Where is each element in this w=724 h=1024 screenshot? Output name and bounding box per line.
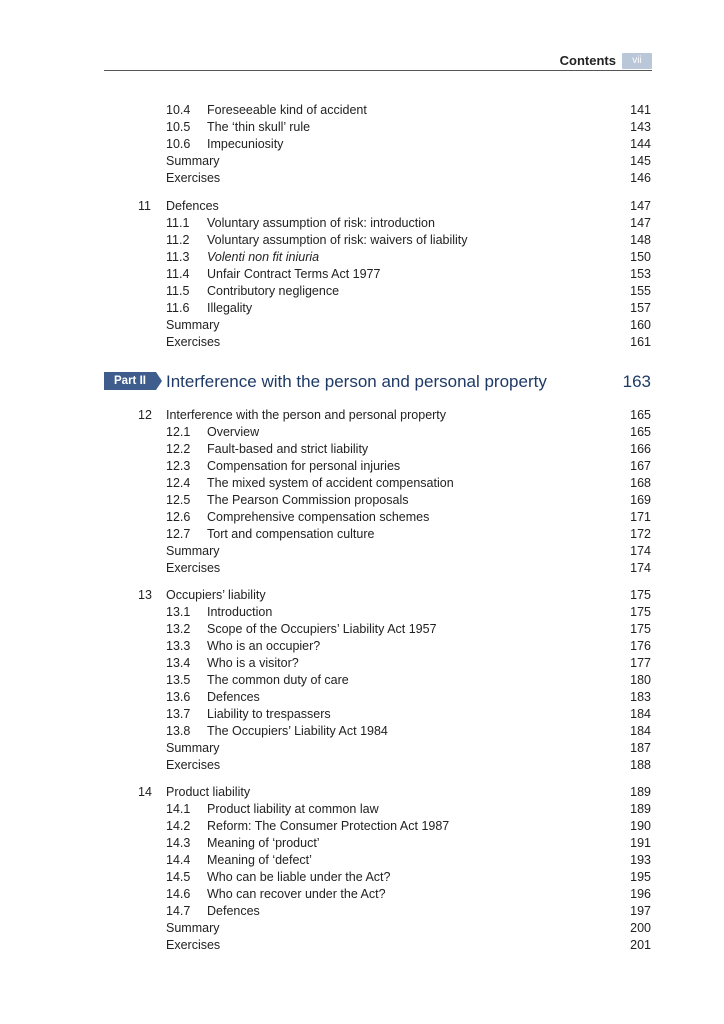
toc-entry xyxy=(0,937,724,954)
toc-entry xyxy=(0,920,724,937)
toc-entry xyxy=(0,334,724,351)
entry-page-number: 169 xyxy=(630,493,651,507)
entry-page-number: 197 xyxy=(630,904,651,918)
entry-page-number: 145 xyxy=(630,154,651,168)
toc-entry xyxy=(0,543,724,560)
entry-title: Introduction xyxy=(207,605,273,619)
part-badge: Part II xyxy=(104,372,156,390)
entry-page-number: 160 xyxy=(630,318,651,332)
entry-title: The mixed system of accident compensation xyxy=(207,476,454,490)
entry-title: Reform: The Consumer Protection Act 1987 xyxy=(207,819,450,833)
toc-section-entry xyxy=(0,689,724,706)
toc-chapter-entry xyxy=(0,407,724,424)
section-number: 12.5 xyxy=(166,493,191,507)
entry-page-number: 184 xyxy=(630,707,651,721)
entry-page-number: 166 xyxy=(630,442,651,456)
entry-page-number: 188 xyxy=(630,758,651,772)
toc-section-entry xyxy=(0,424,724,441)
entry-title: Defences xyxy=(207,690,260,704)
entry-page-number: 167 xyxy=(630,459,651,473)
entry-title: Summary xyxy=(166,741,220,755)
section-number: 13.4 xyxy=(166,656,191,670)
entry-title: The ‘thin skull’ rule xyxy=(207,120,311,134)
entry-page-number: 196 xyxy=(630,887,651,901)
part-title: Interference with the person and personal property xyxy=(166,372,547,391)
toc-section-entry xyxy=(0,672,724,689)
entry-page-number: 172 xyxy=(630,527,651,541)
section-number: 12.1 xyxy=(166,425,191,439)
entry-title: Product liability at common law xyxy=(207,802,379,816)
section-number: 14.3 xyxy=(166,836,191,850)
entry-page-number: 148 xyxy=(630,233,651,247)
entry-title: Meaning of ‘defect’ xyxy=(207,853,312,867)
entry-title: Exercises xyxy=(166,938,221,952)
entry-title: Voluntary assumption of risk: introduction xyxy=(207,216,435,230)
section-number: 10.6 xyxy=(166,137,191,151)
section-number: 13.3 xyxy=(166,639,191,653)
section-number: 11.1 xyxy=(166,216,190,230)
chapter-number: 14 xyxy=(138,785,152,799)
toc-section-entry xyxy=(0,852,724,869)
entry-title: Contributory negligence xyxy=(207,284,340,298)
entry-title: Summary xyxy=(166,318,220,332)
entry-title: Who can be liable under the Act? xyxy=(207,870,391,884)
entry-page-number: 141 xyxy=(630,103,651,117)
entry-page-number: 168 xyxy=(630,476,651,490)
entry-page-number: 161 xyxy=(630,335,651,349)
entry-page-number: 191 xyxy=(630,836,651,850)
entry-page-number: 155 xyxy=(630,284,651,298)
entry-title: Impecuniosity xyxy=(207,137,284,151)
section-number: 11.2 xyxy=(166,233,190,247)
entry-page-number: 175 xyxy=(630,605,651,619)
entry-title: Exercises xyxy=(166,171,221,185)
entry-title: Who is an occupier? xyxy=(207,639,321,653)
entry-page-number: 187 xyxy=(630,741,651,755)
entry-title: Product liability xyxy=(166,785,251,799)
entry-page-number: 157 xyxy=(630,301,651,315)
entry-title: Illegality xyxy=(207,301,253,315)
toc-section-entry xyxy=(0,801,724,818)
toc-section-entry xyxy=(0,604,724,621)
entry-page-number: 153 xyxy=(630,267,651,281)
section-number: 13.7 xyxy=(166,707,191,721)
entry-page-number: 193 xyxy=(630,853,651,867)
toc-section-entry xyxy=(0,621,724,638)
toc-entry xyxy=(0,740,724,757)
toc-entry xyxy=(0,170,724,187)
entry-title: Summary xyxy=(166,544,220,558)
toc-section-entry xyxy=(0,492,724,509)
toc-chapter-entry xyxy=(0,784,724,801)
section-number: 12.6 xyxy=(166,510,191,524)
part-heading xyxy=(0,370,724,394)
entry-title: Tort and compensation culture xyxy=(207,527,375,541)
toc-section-entry xyxy=(0,475,724,492)
toc-section-entry xyxy=(0,136,724,153)
toc-section-entry xyxy=(0,638,724,655)
section-number: 14.2 xyxy=(166,819,191,833)
section-number: 14.5 xyxy=(166,870,191,884)
entry-title: Interference with the person and personal property xyxy=(166,408,447,422)
section-number: 14.4 xyxy=(166,853,191,867)
section-number: 13.2 xyxy=(166,622,191,636)
toc-entry xyxy=(0,153,724,170)
toc-section-entry xyxy=(0,509,724,526)
toc-section-entry xyxy=(0,249,724,266)
toc-section-entry xyxy=(0,458,724,475)
section-number: 11.6 xyxy=(166,301,190,315)
entry-page-number: 147 xyxy=(630,199,651,213)
entry-page-number: 174 xyxy=(630,561,651,575)
toc-section-entry xyxy=(0,441,724,458)
entry-page-number: 146 xyxy=(630,171,651,185)
section-number: 10.4 xyxy=(166,103,191,117)
page-number-badge: vii xyxy=(622,53,652,69)
entry-page-number: 189 xyxy=(630,785,651,799)
entry-page-number: 180 xyxy=(630,673,651,687)
entry-page-number: 184 xyxy=(630,724,651,738)
section-number: 10.5 xyxy=(166,120,191,134)
entry-title: Summary xyxy=(166,921,220,935)
toc-section-entry xyxy=(0,526,724,543)
entry-title: Volenti non fit iniuria xyxy=(207,250,320,264)
toc-section-entry xyxy=(0,283,724,300)
section-number: 12.7 xyxy=(166,527,191,541)
entry-title: Compensation for personal injuries xyxy=(207,459,401,473)
toc-section-entry xyxy=(0,723,724,740)
section-number: 12.3 xyxy=(166,459,191,473)
chapter-number: 12 xyxy=(138,408,152,422)
toc-section-entry xyxy=(0,869,724,886)
chapter-number: 13 xyxy=(138,588,152,602)
toc-section-entry xyxy=(0,903,724,920)
section-number: 13.6 xyxy=(166,690,191,704)
chapter-number: 11 xyxy=(138,199,151,213)
toc-section-entry xyxy=(0,655,724,672)
entry-page-number: 189 xyxy=(630,802,651,816)
section-number: 14.1 xyxy=(166,802,191,816)
entry-page-number: 183 xyxy=(630,690,651,704)
entry-page-number: 176 xyxy=(630,639,651,653)
toc-section-entry xyxy=(0,300,724,317)
entry-page-number: 150 xyxy=(630,250,651,264)
section-number: 14.7 xyxy=(166,904,191,918)
toc-chapter-entry xyxy=(0,198,724,215)
entry-title: Foreseeable kind of accident xyxy=(207,103,367,117)
entry-title: Defences xyxy=(207,904,260,918)
entry-title: The common duty of care xyxy=(207,673,349,687)
entry-title: Defences xyxy=(166,199,219,213)
toc-section-entry xyxy=(0,232,724,249)
entry-title: Who is a visitor? xyxy=(207,656,299,670)
entry-title: The Pearson Commission proposals xyxy=(207,493,409,507)
part-page-number: 163 xyxy=(622,372,651,391)
entry-page-number: 175 xyxy=(630,622,651,636)
toc-section-entry xyxy=(0,266,724,283)
entry-title: Exercises xyxy=(166,758,221,772)
entry-title: The Occupiers’ Liability Act 1984 xyxy=(207,724,388,738)
section-number: 13.8 xyxy=(166,724,191,738)
toc-entry xyxy=(0,757,724,774)
entry-title: Exercises xyxy=(166,561,221,575)
entry-title: Summary xyxy=(166,154,220,168)
entry-page-number: 200 xyxy=(630,921,651,935)
toc-section-entry xyxy=(0,215,724,232)
toc-section-entry xyxy=(0,706,724,723)
entry-title: Liability to trespassers xyxy=(207,707,331,721)
entry-title: Unfair Contract Terms Act 1977 xyxy=(207,267,381,281)
entry-title: Voluntary assumption of risk: waivers of liability xyxy=(207,233,468,247)
entry-page-number: 165 xyxy=(630,425,651,439)
toc-section-entry xyxy=(0,886,724,903)
toc-chapter-entry xyxy=(0,587,724,604)
toc-section-entry xyxy=(0,119,724,136)
section-number: 13.5 xyxy=(166,673,191,687)
entry-title: Occupiers’ liability xyxy=(166,588,266,602)
section-number: 11.4 xyxy=(166,267,190,281)
section-number: 11.5 xyxy=(166,284,190,298)
entry-page-number: 174 xyxy=(630,544,651,558)
toc-entry xyxy=(0,317,724,334)
entry-page-number: 190 xyxy=(630,819,651,833)
toc-section-entry xyxy=(0,102,724,119)
entry-title: Scope of the Occupiers’ Liability Act 1957 xyxy=(207,622,437,636)
running-header xyxy=(104,52,652,71)
entry-page-number: 147 xyxy=(630,216,651,230)
entry-page-number: 175 xyxy=(630,588,651,602)
toc-section-entry xyxy=(0,835,724,852)
toc-section-entry xyxy=(0,818,724,835)
entry-page-number: 165 xyxy=(630,408,651,422)
section-number: 12.2 xyxy=(166,442,191,456)
section-number: 14.6 xyxy=(166,887,191,901)
entry-page-number: 195 xyxy=(630,870,651,884)
entry-title: Overview xyxy=(207,425,260,439)
entry-page-number: 143 xyxy=(630,120,651,134)
entry-page-number: 171 xyxy=(630,510,651,524)
section-number: 11.3 xyxy=(166,250,190,264)
entry-page-number: 177 xyxy=(630,656,651,670)
entry-page-number: 144 xyxy=(630,137,651,151)
section-number: 12.4 xyxy=(166,476,191,490)
entry-title: Who can recover under the Act? xyxy=(207,887,386,901)
section-number: 13.1 xyxy=(166,605,191,619)
entry-title: Exercises xyxy=(166,335,221,349)
running-header-title: Contents xyxy=(559,53,616,68)
entry-page-number: 201 xyxy=(630,938,651,952)
entry-title: Comprehensive compensation schemes xyxy=(207,510,430,524)
entry-title: Meaning of ‘product’ xyxy=(207,836,320,850)
toc-entry xyxy=(0,560,724,577)
entry-title: Fault-based and strict liability xyxy=(207,442,369,456)
